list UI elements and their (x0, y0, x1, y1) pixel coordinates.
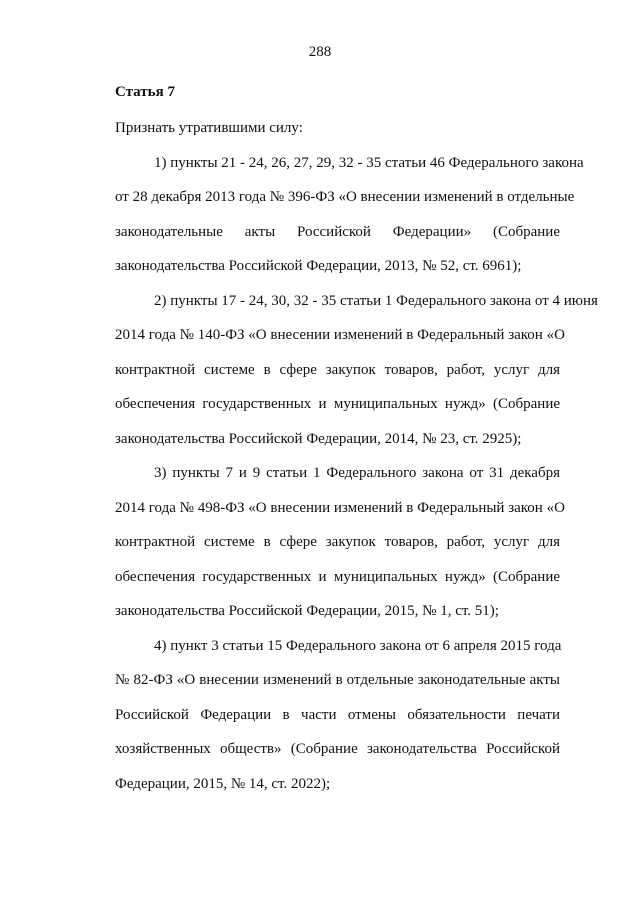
text-line: хозяйственных обществ» (Собрание законодательства Российской (115, 741, 560, 757)
text-line: законодательные акты Российской Федерации» (Собрание (115, 223, 560, 240)
list-item-2 (76, 284, 598, 457)
article-title: Статья 7 (115, 84, 175, 100)
text-line: от 28 декабря 2013 года № 396-ФЗ «О внесении изменений в отдельные (115, 189, 575, 205)
text-line: контрактной системе в сфере закупок товаров, работ, услуг для (115, 534, 560, 550)
page-number: 288 (308, 44, 332, 60)
text-line: законодательства Российской Федерации, 2014, № 23, ст. 2925); (115, 430, 522, 447)
list-item-3 (76, 456, 565, 629)
article-intro: Признать утратившими силу: (115, 120, 303, 136)
list-item-4 (76, 629, 560, 802)
text-line: контрактной системе в сфере закупок товаров, работ, услуг для (115, 361, 560, 378)
text-line: 2014 года № 498-ФЗ «О внесении изменений в Федеральный закон «О (115, 499, 565, 516)
text-line: обеспечения государственных и муниципальных нужд» (Собрание (115, 396, 560, 412)
text-line: обеспечения государственных и муниципальных нужд» (Собрание (115, 568, 560, 585)
text-line: Российской Федерации в части отмены обязательности печати (115, 706, 560, 723)
text-line: 2) пункты 17 - 24, 30, 32 - 35 статьи 1 Федерального закона от 4 июня (154, 292, 598, 309)
text-line: 3) пункты 7 и 9 статьи 1 Федерального закона от 31 декабря (154, 465, 560, 481)
text-line: 2014 года № 140-ФЗ «О внесении изменений в Федеральный закон «О (115, 327, 565, 343)
text-line: 1) пункты 21 - 24, 26, 27, 29, 32 - 35 статьи 46 Федерального закона (154, 154, 584, 171)
list-item-1 (76, 146, 584, 284)
text-line: законодательства Российской Федерации, 2013, № 52, ст. 6961); (115, 258, 522, 274)
text-line: № 82-ФЗ «О внесении изменений в отдельные законодательные акты (115, 672, 560, 688)
article-body (76, 111, 598, 801)
text-line: 4) пункт 3 статьи 15 Федерального закона от 6 апреля 2015 года (154, 637, 562, 654)
text-line: Федерации, 2015, № 14, ст. 2022); (115, 775, 331, 792)
text-line: законодательства Российской Федерации, 2015, № 1, ст. 51); (115, 603, 499, 619)
